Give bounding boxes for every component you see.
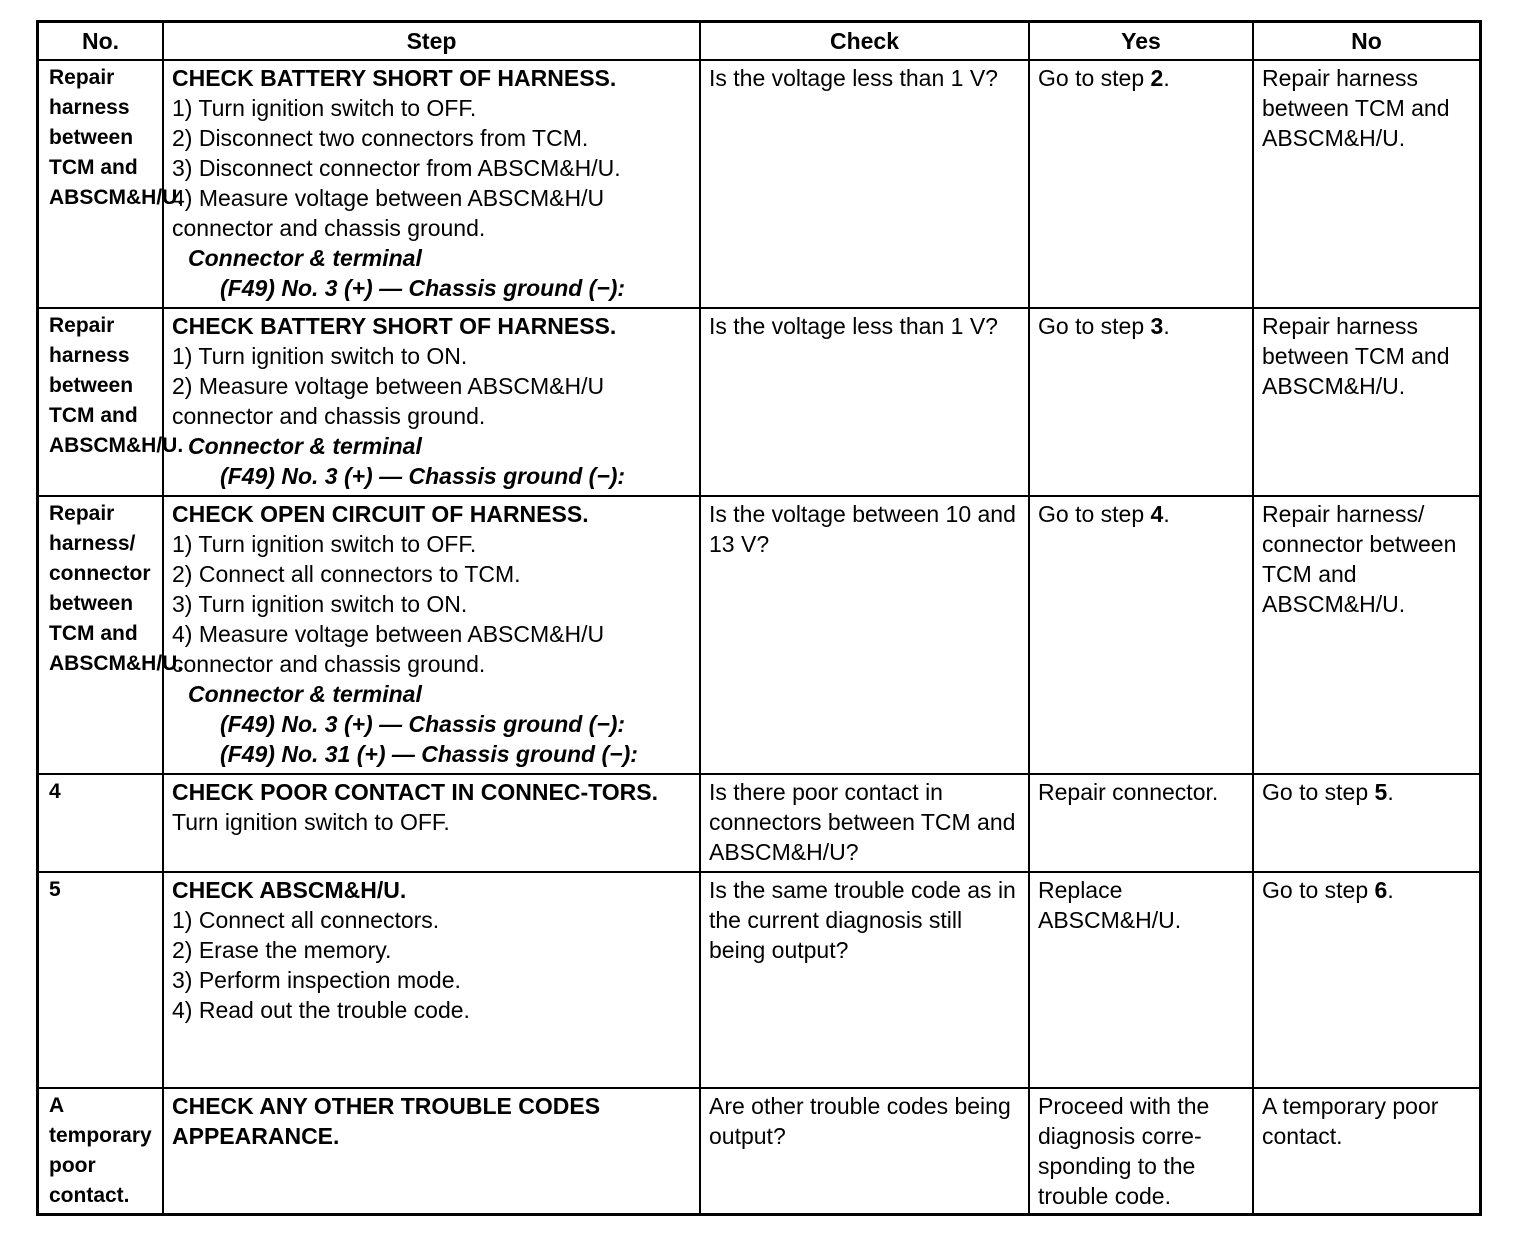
step-number: Repair harness between TCM and ABSCM&H/U.: [39, 308, 163, 496]
no-text: Repair harness between TCM and ABSCM&H/U.: [1262, 313, 1450, 399]
step-cell: [163, 872, 700, 1088]
connector-heading: Connector & terminal: [188, 245, 422, 271]
step-instruction: 3) Turn ignition switch to ON.: [172, 591, 468, 617]
header-check: Check: [700, 23, 1029, 60]
check-question: Is the voltage between 10 and 13 V?: [709, 501, 1016, 557]
step-instruction: 1) Turn ignition switch to OFF.: [172, 95, 477, 121]
yes-text: Replace ABSCM&H/U.: [1038, 877, 1182, 933]
no-text: Repair harness/ connector between TCM and ABSCM&H/U.: [1262, 501, 1457, 617]
step-cell: [163, 496, 700, 774]
yes-cell: [1029, 1088, 1253, 1215]
connector-terminal: (F49) No. 3 (+) — Chassis ground (−):: [220, 463, 626, 489]
step-instruction: 1) Connect all connectors.: [172, 907, 440, 933]
step-number: A temporary poor contact.: [39, 1088, 163, 1215]
diagnostic-table: [39, 23, 1479, 1215]
check-question: Are other trouble codes being output?: [709, 1093, 1011, 1149]
yes-cell: [1029, 774, 1253, 872]
step-cell: [163, 774, 700, 872]
no-suffix: .: [1387, 877, 1394, 903]
table-row: [39, 496, 1479, 774]
yes-text: Go to step: [1038, 313, 1151, 339]
step-instruction: 1) Turn ignition switch to OFF.: [172, 531, 477, 557]
yes-text: Repair connector.: [1038, 779, 1219, 805]
no-cell: [1253, 1088, 1479, 1215]
step-instruction: 2) Disconnect two connectors from TCM.: [172, 125, 589, 151]
step-cell: [163, 60, 700, 308]
check-cell: [700, 872, 1029, 1088]
step-instruction: 1) Turn ignition switch to ON.: [172, 343, 468, 369]
connector-terminal: (F49) No. 3 (+) — Chassis ground (−):: [220, 275, 626, 301]
yes-suffix: .: [1163, 65, 1170, 91]
no-step-ref: 6: [1374, 877, 1388, 903]
no-suffix: .: [1387, 779, 1394, 805]
connector-heading: Connector & terminal: [188, 681, 422, 707]
yes-cell: [1029, 872, 1253, 1088]
check-question: Is the same trouble code as in the current diagnosis still being output?: [709, 877, 1016, 963]
header-yes: Yes: [1029, 23, 1253, 60]
header-no-result: No: [1253, 23, 1479, 60]
yes-step-ref: 2: [1150, 65, 1164, 91]
table-row: [39, 1088, 1479, 1215]
yes-cell: [1029, 308, 1253, 496]
check-cell: [700, 1088, 1029, 1215]
step-instruction: 4) Measure voltage between ABSCM&H/U connector and chassis ground.: [172, 185, 605, 241]
step-instruction: 4) Measure voltage between ABSCM&H/U connector and chassis ground.: [172, 621, 605, 677]
no-step-ref: 5: [1374, 779, 1388, 805]
no-cell: [1253, 308, 1479, 496]
no-text: Go to step: [1262, 779, 1375, 805]
check-question: Is the voltage less than 1 V?: [709, 65, 998, 91]
step-cell: [163, 1088, 700, 1215]
step-number: Repair harness/ connector between TCM and ABSCM&H/U.: [39, 496, 163, 774]
yes-text: Go to step: [1038, 501, 1151, 527]
step-title: CHECK ANY OTHER TROUBLE CODES APPEARANCE.: [172, 1093, 601, 1149]
table-row: [39, 872, 1479, 1088]
step-number: 4: [39, 774, 163, 872]
step-title: CHECK ABSCM&H/U.: [172, 877, 407, 903]
check-question: Is the voltage less than 1 V?: [709, 313, 998, 339]
yes-step-ref: 3: [1150, 313, 1164, 339]
step-title: CHECK OPEN CIRCUIT OF HARNESS.: [172, 501, 589, 527]
diagnostic-table-frame: [36, 20, 1482, 1216]
no-text: Go to step: [1262, 877, 1375, 903]
step-title: CHECK BATTERY SHORT OF HARNESS.: [172, 65, 617, 91]
connector-terminal: (F49) No. 31 (+) — Chassis ground (−):: [220, 741, 638, 767]
step-number: Repair harness between TCM and ABSCM&H/U.: [39, 60, 163, 308]
check-cell: [700, 308, 1029, 496]
header-no: No.: [39, 23, 163, 60]
step-instruction: 2) Measure voltage between ABSCM&H/U connector and chassis ground.: [172, 373, 605, 429]
connector-terminal: (F49) No. 3 (+) — Chassis ground (−):: [220, 711, 626, 737]
table-row: [39, 60, 1479, 308]
yes-cell: [1029, 496, 1253, 774]
header-step: Step: [163, 23, 700, 60]
step-cell: [163, 308, 700, 496]
no-cell: [1253, 60, 1479, 308]
check-cell: [700, 496, 1029, 774]
yes-cell: [1029, 60, 1253, 308]
step-instruction: 3) Disconnect connector from ABSCM&H/U.: [172, 155, 621, 181]
step-instruction: 3) Perform inspection mode.: [172, 967, 461, 993]
yes-suffix: .: [1163, 313, 1170, 339]
check-question: Is there poor contact in connectors between TCM and ABSCM&H/U?: [709, 779, 1016, 865]
yes-suffix: .: [1163, 501, 1170, 527]
no-cell: [1253, 496, 1479, 774]
step-instruction: 2) Connect all connectors to TCM.: [172, 561, 521, 587]
no-text: Repair harness between TCM and ABSCM&H/U.: [1262, 65, 1450, 151]
yes-text: Proceed with the diagnosis corre-sponding to the trouble code.: [1038, 1093, 1210, 1209]
table-row: [39, 308, 1479, 496]
table-row: [39, 774, 1479, 872]
yes-text: Go to step: [1038, 65, 1151, 91]
step-number: 5: [39, 872, 163, 1088]
step-instruction: 4) Read out the trouble code.: [172, 997, 470, 1023]
check-cell: [700, 774, 1029, 872]
step-instruction: Turn ignition switch to OFF.: [172, 809, 450, 835]
no-cell: [1253, 872, 1479, 1088]
header-row: [39, 23, 1479, 60]
no-cell: [1253, 774, 1479, 872]
yes-step-ref: 4: [1150, 501, 1164, 527]
no-text: A temporary poor contact.: [1262, 1093, 1439, 1149]
check-cell: [700, 60, 1029, 308]
step-instruction: 2) Erase the memory.: [172, 937, 392, 963]
connector-heading: Connector & terminal: [188, 433, 422, 459]
step-title: CHECK POOR CONTACT IN CONNEC-TORS.: [172, 779, 658, 805]
step-title: CHECK BATTERY SHORT OF HARNESS.: [172, 313, 617, 339]
